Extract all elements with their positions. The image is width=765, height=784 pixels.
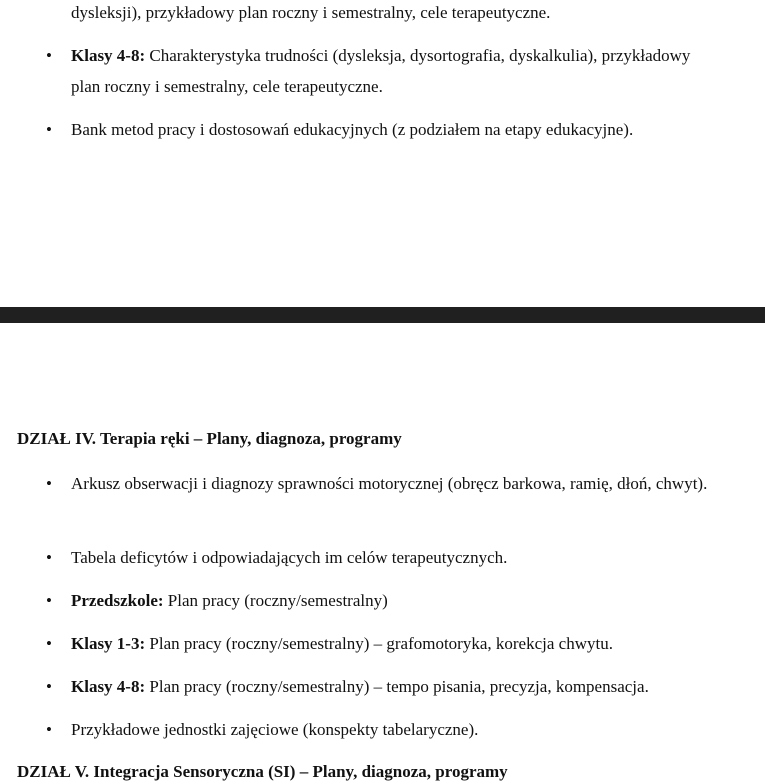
list-item-body: Charakterystyka trudności (dysleksja, dysortografia, dyskalkulia), przykładowy plan roczny i semestralny, cele terapeutyczne. — [71, 46, 691, 96]
list-item-text — [71, 714, 711, 745]
list-item-body: Bank metod pracy i dostosowań edukacyjnych (z podziałem na etapy edukacyjne). — [71, 120, 634, 139]
list-item — [0, 714, 765, 745]
list-item-body: Tabela deficytów i odpowiadających im celów terapeutycznych. — [71, 548, 508, 567]
list-item-text — [71, 468, 711, 499]
section-heading: DZIAŁ V. Integracja Sensoryczna (SI) – Plany, diagnoza, programy — [17, 762, 508, 781]
bullet-icon: • — [46, 46, 52, 65]
bullet-icon: • — [46, 591, 52, 610]
list-item-text — [71, 585, 711, 616]
bullet-icon: • — [46, 120, 52, 139]
list-item — [0, 542, 765, 573]
list-item-text — [71, 671, 711, 702]
list-item-text — [71, 628, 711, 659]
bullet-icon: • — [46, 677, 52, 696]
list-item-body: Plan pracy (roczny/semestralny) – grafomotoryka, korekcja chwytu. — [145, 634, 613, 653]
list-item — [0, 468, 765, 530]
continued-list-text: dysleksji), przykładowy plan roczny i semestralny, cele terapeutyczne. — [71, 3, 551, 22]
list-item-text — [71, 114, 711, 145]
list-item-body: Plan pracy (roczny/semestralny) – tempo pisania, precyzja, kompensacja. — [145, 677, 649, 696]
page-separator — [0, 307, 765, 323]
list-item-label: Przedszkole: — [71, 591, 164, 610]
list-item-text — [71, 40, 711, 102]
list-item — [0, 628, 765, 659]
list-item-body: Przykładowe jednostki zajęciowe (konspekty tabelaryczne). — [71, 720, 479, 739]
list-item — [0, 40, 765, 102]
list-item-text — [71, 542, 711, 573]
document-page-bottom — [0, 323, 765, 781]
list-item-label: Klasy 4-8: — [71, 677, 146, 696]
bullet-icon: • — [46, 548, 52, 567]
list-item — [0, 671, 765, 702]
list-item-label: Klasy 4-8: — [71, 46, 146, 65]
list-item-body: Plan pracy (roczny/semestralny) — [163, 591, 388, 610]
list-item — [0, 114, 765, 145]
bullet-icon: • — [46, 720, 52, 739]
list-item-body: Arkusz obserwacji i diagnozy sprawności motorycznej (obręcz barkowa, ramię, dłoń, chwyt). — [71, 474, 708, 493]
list-item — [0, 585, 765, 616]
list-item-label: Klasy 1-3: — [71, 634, 146, 653]
document-page-top — [0, 0, 765, 307]
section-heading: DZIAŁ IV. Terapia ręki – Plany, diagnoza, programy — [17, 429, 402, 448]
bullet-icon: • — [46, 474, 52, 493]
bullet-icon: • — [46, 634, 52, 653]
